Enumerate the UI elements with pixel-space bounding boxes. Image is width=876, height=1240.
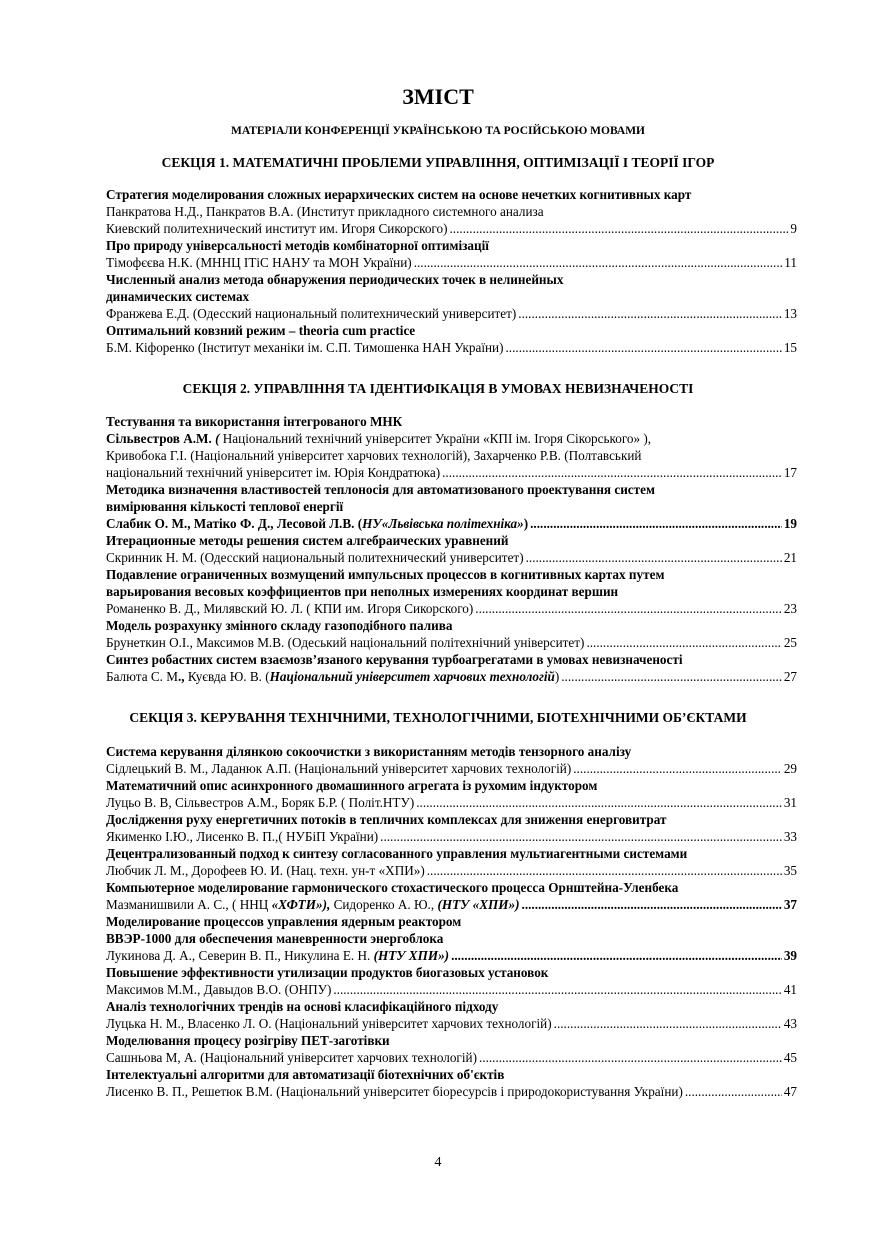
toc-entry-author-segment: Інститут механіки ім. С.П. Тимошенка НАН України [202,340,500,355]
toc-entry-authors [106,1083,797,1100]
toc-entry-title: Моделювання процесу розігріву ПЕТ-заготівки [106,1033,390,1048]
toc-entry-authors-text [106,254,412,271]
toc-entry-title: Методика визначення властивостей теплоносія для автоматизованого проектування систем [106,482,655,497]
toc-entry [106,743,797,777]
section-1-entries [106,186,797,356]
toc-entry-page-number: 35 [783,863,797,878]
section-2-entries [106,413,797,685]
toc-entry-title: Повышение эффективности утилизации продуктов биогазовых установок [106,965,549,980]
toc-entry-author-segment: Сільвестров А.М. [106,431,216,446]
toc-entry-author-segment: Національний університет харчових технологій [279,1016,548,1031]
toc-entry-author-segment: Сідлецький В. М., Ладанюк А.П. ( [106,761,299,776]
toc-entry-title: Інтелектуальні алгоритми для автоматизації біотехнічних об'єктів [106,1067,505,1082]
toc-entry-author-segment: Брунеткин О.І., Максимов М.В. [106,635,288,650]
toc-entry-page-number: 47 [783,1084,797,1099]
toc-entry-title: ВВЭР-1000 для обеспечения маневренности энергоблока [106,931,444,946]
toc-entry-title: Итерационные методы решения систем алгебраических уравнений [106,533,509,548]
toc-entry-author-segment: Захарченко Р.В. [470,448,565,463]
toc-entry [106,566,797,617]
toc-entry-page-number: 43 [783,1016,797,1031]
toc-leader-dots [442,464,782,481]
toc-entry [106,879,797,913]
toc-entry-author-segment: (Институт прикладного системного анализа [296,204,544,219]
toc-entry-authors [106,515,797,532]
toc-entry-page-number: 21 [783,550,797,565]
toc-entry-authors [106,600,797,617]
toc-entry-title: Моделирование процессов управления ядерным реактором [106,914,462,929]
toc-entry-authors-text [106,339,504,356]
toc-entry-title: Тестування та використання інтегрованого МНК [106,414,403,429]
toc-entry-author-segment: Національний університет харчових технологій) [298,761,572,776]
toc-entry-authors-text [106,896,520,913]
toc-leader-dots [450,220,789,237]
toc-entry-author-segment: (Полтавський [564,448,642,463]
toc-entry-title: Децентрализованный подход к синтезу согласованного управления мультиагентными системами [106,846,688,861]
toc-entry-authors [106,634,797,651]
toc-entry-author-segment: Скринник Н. М. [106,550,201,565]
toc-entry [106,777,797,811]
toc-entry-author-segment: Максимов М.М., Давыдов В.О. [106,982,285,997]
toc-entry-author-segment: ) [523,516,529,531]
toc-entry [106,998,797,1032]
toc-entry-author-segment: (Одеський національний політехнічний університет) [287,635,585,650]
toc-entry-page-number: 41 [783,982,797,997]
toc-entry-title: Подавление ограниченных возмущений импульсных процессов в когнитивных картах путем [106,567,665,582]
toc-entry [106,413,797,481]
toc-leader-dots [685,1083,782,1100]
toc-entry-author-segment: національний технічний університет ім. Юрія Кондратюка) [106,465,441,480]
toc-entry-authors [106,203,797,220]
toc-entry-author-segment: ) [499,340,504,355]
toc-entry-author-segment: Лукинова Д. А., Северин В. П., Никулина Е. Н. [106,948,374,963]
toc-leader-dots [506,339,782,356]
toc-entry-authors-text [106,1049,477,1066]
toc-entry-author-segment: ) [554,669,560,684]
toc-entry-author-segment: Луцька Н. М., Власенко Л. О. ( [106,1016,280,1031]
section-1-heading: СЕКЦІЯ 1. МАТЕМАТИЧНІ ПРОБЛЕМИ УПРАВЛІННЯ, ОПТИМІЗАЦІЇ І ТЕОРІЇ ІГОР [161,155,715,170]
toc-entry-authors-text [106,668,559,685]
toc-entry-authors-text [106,203,544,220]
toc-leader-dots [530,515,782,532]
toc-leader-dots [554,1015,782,1032]
toc-leader-dots [475,600,782,617]
toc-entry-authors [106,862,797,879]
toc-entry-author-segment: Сидоренко А. Ю., [330,897,438,912]
toc-entry-title: вимірювання кількості теплової енергії [106,499,344,514]
toc-entry-page-number: 17 [783,465,797,480]
toc-entry-authors [106,1015,797,1032]
toc-entry-authors [106,447,797,464]
toc-entry-authors [106,254,797,271]
toc-entry [106,186,797,237]
toc-entry-page-number: 19 [783,516,797,531]
toc-entry-authors-text [106,981,331,998]
toc-entry-authors-text [106,220,448,237]
toc-entry-author-segment: Мазманишвили А. С., ( [106,897,240,912]
toc-leader-dots [451,947,782,964]
toc-entry-author-segment: ( НУБіП України) [278,829,379,844]
toc-leader-dots [586,634,781,651]
page-title: ЗМІСТ [402,84,474,109]
toc-entry-author-segment: ( Політ.НТУ) [340,795,415,810]
toc-entry-title: Стратегия моделирования сложных иерархических систем на основе нечетких когнитивных карт [106,187,692,202]
toc-entry-title: Математичний опис асинхронного двомашинного агрегата із рухомим індуктором [106,778,598,793]
toc-leader-dots [479,1049,782,1066]
toc-entry-authors [106,947,797,964]
toc-entry-author-segment: ) [472,1050,477,1065]
toc-leader-dots [427,862,782,879]
toc-entry-author-segment: Національний технічний університет України «КПІ ім. Ігоря Сікорського» [222,431,641,446]
toc-entry-author-segment: НУ«Львівська політехніка» [362,516,524,531]
toc-entry-authors [106,1049,797,1066]
toc-entry [106,964,797,998]
toc-entry-authors [106,760,797,777]
toc-entry-authors [106,668,797,685]
toc-entry-author-segment: Національний університет харчових технологій [204,1050,473,1065]
conference-materials-subtitle: МАТЕРІАЛИ КОНФЕРЕНЦІЇ УКРАЇНСЬКОЮ ТА РОСІЙСЬКОЮ МОВАМИ [231,125,645,137]
toc-entry-authors-text [106,447,641,464]
toc-entry-page-number: 39 [783,948,797,963]
toc-entry-author-segment: (Одесский национальный политехнический университет) [200,550,524,565]
toc-entry-title: Синтез робастних систем взаємозв’язаного керування турбоагрегатами в умовах невизначеності [106,652,683,667]
toc-entry [106,532,797,566]
toc-entry-title: Оптимальний ковзний режим – theoria cum practice [106,323,416,338]
toc-entry-author-segment: (Нац. техн. ун-т «ХПИ») [286,863,425,878]
toc-entry-title: Аналіз технологічних трендів на основі класифікаційного підходу [106,999,499,1014]
toc-entry-author-segment: Любчик Л. М., Дорофеев Ю. И. [106,863,287,878]
section-3-entries [106,743,797,1100]
toc-entry-author-segment: «ХФТИ»), [271,897,331,912]
toc-entry-page-number: 29 [783,761,797,776]
toc-entry-page-number: 33 [783,829,797,844]
toc-entry [106,617,797,651]
toc-entry-authors [106,464,797,481]
toc-entry-author-segment: ННЦ [239,897,272,912]
toc-entry-page-number: 25 [783,635,797,650]
toc-entry [106,913,797,964]
toc-entry-authors-text [106,760,571,777]
toc-entry-author-segment: Киевский политехнический институт им. Игоря Сикорского) [106,221,448,236]
toc-entry [106,811,797,845]
toc-entry [106,481,797,532]
toc-entry-author-segment: ( [215,431,223,446]
toc-entry-page-number: 13 [783,306,797,321]
toc-entry-authors [106,981,797,998]
toc-entry-title: варьирования весовых коэффициентов при неполных измерениях координат вершин [106,584,619,599]
toc-entry-authors-text [106,464,440,481]
toc-entry-title: Система керування ділянкою сокоочистки з використанням методів тензорного аналізу [106,744,632,759]
toc-entry-author-segment: Національний університет харчових технологій [269,669,555,684]
section-3-heading: СЕКЦІЯ 3. КЕРУВАННЯ ТЕХНІЧНИМИ, ТЕХНОЛОГІЧНИМИ, БІОТЕХНІЧНИМИ ОБ’ЄКТАМИ [129,710,747,725]
toc-entry-author-segment: Сашньова М, А. ( [106,1050,205,1065]
toc-entry-page-number: 15 [783,340,797,355]
toc-entry-author-segment: Кривобока Г.І. [106,448,191,463]
toc-leader-dots [526,549,782,566]
toc-entry-author-segment: (Національний університет біоресурсів і природокористування України) [276,1084,683,1099]
toc-entry-author-segment: ., [178,669,185,684]
toc-entry [106,651,797,685]
toc-entry-author-segment: Якименко І.Ю., Лисенко В. П., [106,829,279,844]
toc-entry [106,1066,797,1100]
toc-entry-authors [106,828,797,845]
toc-leader-dots [561,668,782,685]
toc-entry-title: Компьютерное моделирование гармонического стохастического процесса Орнштейна-Уленбека [106,880,679,895]
toc-entry-page-number: 27 [783,669,797,684]
toc-entry-title: динамических системах [106,289,250,304]
toc-entry-authors-text [106,305,516,322]
toc-entry-author-segment: (ОНПУ) [284,982,332,997]
toc-entry-authors [106,339,797,356]
toc-entry-authors-text [106,947,449,964]
toc-entry-author-segment: Панкратова Н.Д., Панкратов В.А. [106,204,297,219]
toc-entry-author-segment: Франжева Е.Д. [106,306,193,321]
toc-entry-author-segment: Балюта С. М [106,669,178,684]
toc-entry [106,237,797,271]
section-2-heading: СЕКЦІЯ 2. УПРАВЛІННЯ ТА ІДЕНТИФІКАЦІЯ В УМОВАХ НЕВИЗНАЧЕНОСТІ [182,381,694,396]
toc-entry-page-number: 23 [783,601,797,616]
toc-entry [106,271,797,322]
toc-entry-title: Про природу універсальності методів комбінаторної оптимізації [106,238,489,253]
toc-entry-authors-text [106,515,528,532]
toc-entry-page-number: 31 [783,795,797,810]
toc-entry-author-segment: Слабик О. М., Матіко Ф. Д., Лесовой Л.В. ( [106,516,363,531]
toc-entry-author-segment: (Національний університет харчових технологій), [190,448,471,463]
toc-entry-title: Дослідження руху енергетичних потоків в тепличних комплексах для зниження енерговитрат [106,812,667,827]
toc-entry-title: Численный анализ метода обнаружения периодических точек в нелинейных [106,272,564,287]
toc-leader-dots [518,305,782,322]
toc-entry-authors [106,430,797,447]
toc-entry-authors-text [106,862,425,879]
toc-leader-dots [414,254,783,271]
toc-entry-author-segment: Луцьо В. В, Сільвестров А.М., Боряк Б.Р. [106,795,341,810]
toc-entry-authors [106,305,797,322]
toc-entry [106,1032,797,1066]
toc-entry-author-segment: ), [640,431,652,446]
toc-entry-page-number: 45 [783,1050,797,1065]
toc-entry-author-segment: Куєвда Ю. В. ( [184,669,270,684]
toc-entry-page-number: 9 [790,221,797,236]
toc-leader-dots [573,760,782,777]
toc-entry [106,845,797,879]
toc-entry-authors-text [106,828,378,845]
toc-entry-author-segment: (Одесский национальный политехнический университет) [192,306,517,321]
toc-entry-author-segment: ( КПИ им. Игоря Сикорского) [306,601,474,616]
toc-entry-author-segment: Лисенко В. П., Решетюк В.М. [106,1084,277,1099]
toc-entry-title: Модель розрахунку змінного складу газоподібного палива [106,618,453,633]
toc-entry-authors-text [106,549,524,566]
toc-entry-authors-text [106,634,584,651]
toc-entry-authors-text [106,600,473,617]
toc-entry-authors-text [106,430,651,447]
toc-entry-authors [106,896,797,913]
toc-entry-author-segment: (НТУ ХПИ») [373,948,450,963]
toc-entry-page-number: 11 [784,255,797,270]
toc-entry-authors [106,794,797,811]
toc-entry-author-segment: Романенко В. Д., Милявский Ю. Л. [106,601,307,616]
toc-entry-author-segment: Тімофєєва Н.К. (МННЦ ІТіС НАНУ та МОН України) [106,255,412,270]
toc-entry-authors [106,549,797,566]
page-number: 4 [434,1155,442,1170]
toc-leader-dots [333,981,781,998]
toc-entry-authors-text [106,794,414,811]
toc-leader-dots [380,828,782,845]
toc-entry-author-segment: ) [547,1016,552,1031]
toc-entry-author-segment: Б.М. Кіфоренко ( [106,340,203,355]
toc-entry-authors [106,220,797,237]
toc-leader-dots [522,896,782,913]
toc-entry [106,322,797,356]
toc-leader-dots [416,794,782,811]
toc-entry-page-number: 37 [783,897,797,912]
toc-entry-authors-text [106,1015,552,1032]
toc-entry-authors-text [106,1083,683,1100]
toc-entry-author-segment: (НТУ «ХПИ») [437,897,520,912]
